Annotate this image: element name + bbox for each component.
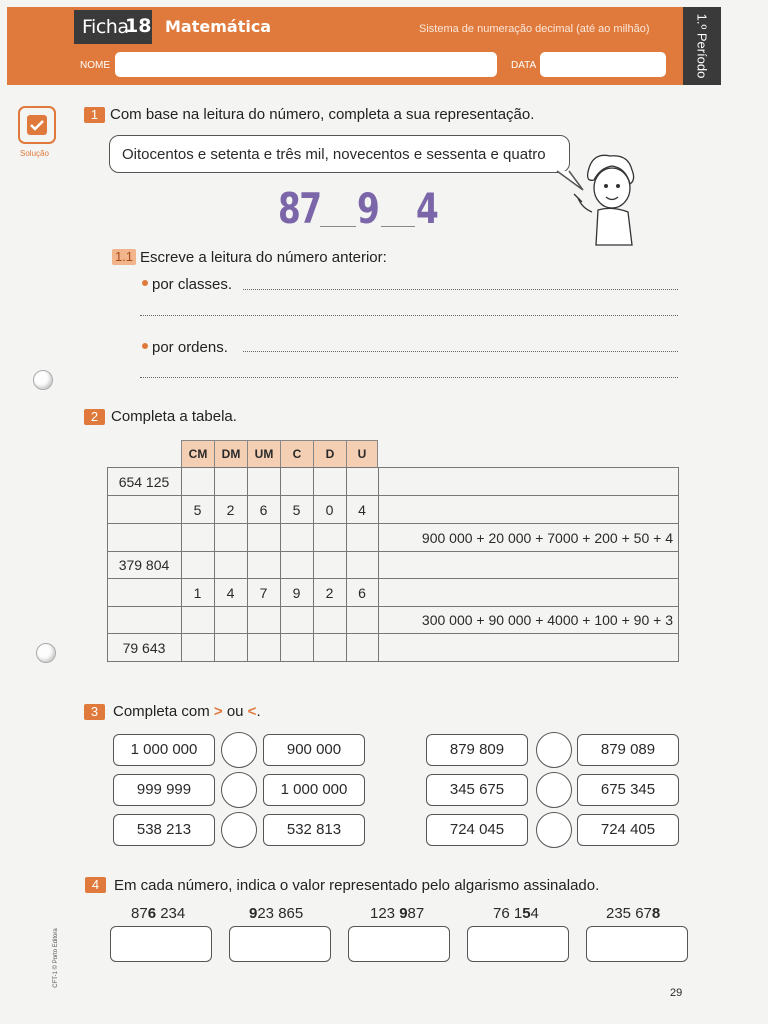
instruction-text: Completa com — [113, 703, 210, 720]
comparison-circle[interactable] — [221, 732, 257, 768]
marked-digit: 6 — [147, 905, 157, 922]
comparison-circle[interactable] — [221, 812, 257, 848]
number-box: 879 089 — [577, 734, 679, 766]
table-cell-digit: 5 — [193, 502, 202, 518]
table-cell-digit: 6 — [259, 502, 268, 518]
number-box: 724 405 — [577, 814, 679, 846]
exercise-number: 4 — [85, 877, 106, 893]
digit-blank[interactable] — [381, 226, 415, 227]
nome-label: NOME — [80, 60, 110, 71]
marked-digit: 9 — [249, 905, 258, 922]
marked-digit: 5 — [522, 905, 531, 922]
sub-item-label: por ordens. — [152, 339, 228, 356]
number-box: 538 213 — [113, 814, 215, 846]
solution-button[interactable] — [18, 106, 56, 144]
column-header: D — [313, 440, 347, 468]
table-cell-digit: 1 — [193, 585, 202, 601]
number-box: 1 000 000 — [263, 774, 365, 806]
number-part: 87 — [278, 184, 321, 233]
less-than-symbol: < — [247, 703, 257, 720]
number-box: 345 675 — [426, 774, 528, 806]
period-label: 1.º Período — [694, 13, 710, 79]
column-header: DM — [214, 440, 248, 468]
number-box: 1 000 000 — [113, 734, 215, 766]
answer-line[interactable] — [140, 377, 678, 378]
table-cell-digit: 5 — [292, 502, 301, 518]
binder-hole — [36, 643, 56, 663]
speech-bubble — [109, 135, 570, 173]
instruction-text: ou — [226, 703, 244, 720]
subject-title: Matemática — [165, 17, 272, 36]
answer-box[interactable] — [586, 926, 688, 962]
speech-text: Oitocentos e setenta e três mil, novecentos e sessenta e quatro — [122, 146, 546, 163]
exercise-number: 1.1 — [112, 249, 136, 265]
check-icon — [27, 115, 47, 135]
table-cell-digit: 9 — [292, 585, 301, 601]
exercise-instruction: Em cada número, indica o valor representado pelo algarismo assinalado. — [114, 877, 600, 894]
exercise-number: 2 — [84, 409, 105, 425]
exercise-instruction: Completa a tabela. — [111, 408, 237, 425]
table-cell-decomposition: 900 000 + 20 000 + 7000 + 200 + 50 + 4 — [421, 530, 673, 546]
data-label: DATA — [511, 60, 537, 71]
table-cell-digit: 2 — [325, 585, 334, 601]
exercise-instruction — [113, 703, 261, 720]
table-cell-number: 79 643 — [122, 640, 166, 656]
greater-than-symbol: > — [213, 703, 223, 720]
table-cell-digit: 2 — [226, 502, 235, 518]
page-number: 29 — [670, 987, 683, 999]
answer-box[interactable] — [348, 926, 450, 962]
answer-box[interactable] — [110, 926, 212, 962]
exercise-instruction: Escreve a leitura do número anterior: — [140, 249, 387, 266]
number-part: 9 — [357, 184, 379, 233]
table-cell-digit: 4 — [226, 585, 235, 601]
bullet-icon — [142, 343, 148, 349]
column-header: U — [346, 440, 378, 468]
table-cell-digit: 7 — [259, 585, 268, 601]
number-box: 999 999 — [113, 774, 215, 806]
binder-hole — [33, 370, 53, 390]
copyright-credit: CFT-1 © Porto Editora — [53, 928, 59, 988]
table-cell-digit: 4 — [358, 502, 366, 518]
number-box: 724 045 — [426, 814, 528, 846]
ficha-tab — [74, 10, 152, 44]
comparison-circle[interactable] — [536, 812, 572, 848]
nome-field[interactable] — [115, 52, 497, 77]
comparison-circle[interactable] — [221, 772, 257, 808]
marked-number: 76 154 — [493, 905, 539, 922]
table-cell-digit: 0 — [325, 502, 334, 518]
number-box: 900 000 — [263, 734, 365, 766]
solution-label: Solução — [20, 149, 49, 158]
bullet-icon — [142, 280, 148, 286]
number-box: 879 809 — [426, 734, 528, 766]
topic-title: Sistema de numeração decimal (até ao milhão) — [419, 23, 650, 35]
number-box: 532 813 — [263, 814, 365, 846]
column-header: CM — [181, 440, 215, 468]
comparison-circle[interactable] — [536, 732, 572, 768]
marked-number: 123 987 — [370, 905, 425, 922]
boy-illustration-icon — [570, 150, 650, 250]
number-part: 4 — [416, 184, 438, 233]
ficha-label: Ficha — [82, 16, 129, 38]
exercise-number: 1 — [84, 107, 105, 123]
number-box: 675 345 — [577, 774, 679, 806]
answer-box[interactable] — [229, 926, 331, 962]
digit-blank[interactable] — [320, 226, 356, 227]
marked-number: 876 234 — [131, 905, 186, 922]
answer-line[interactable] — [140, 315, 678, 316]
table-cell-number: 379 804 — [118, 557, 170, 573]
exercise-instruction: Com base na leitura do número, completa a sua representação. — [110, 106, 535, 123]
table-cell-digit: 6 — [358, 585, 366, 601]
marked-digit: 8 — [651, 905, 661, 922]
table-cell-decomposition: 300 000 + 90 000 + 4000 + 100 + 90 + 3 — [421, 612, 673, 628]
answer-line[interactable] — [243, 351, 678, 352]
marked-digit: 9 — [399, 905, 408, 922]
sub-item-label: por classes. — [152, 276, 233, 293]
marked-number: 235 678 — [606, 905, 661, 922]
period-tab — [683, 7, 721, 85]
place-value-table — [107, 440, 679, 662]
answer-box[interactable] — [467, 926, 569, 962]
comparison-circle[interactable] — [536, 772, 572, 808]
answer-line[interactable] — [243, 289, 678, 290]
column-header: UM — [247, 440, 281, 468]
marked-number: 923 865 — [249, 905, 304, 922]
column-header: C — [280, 440, 314, 468]
instruction-text: . — [256, 703, 261, 720]
table-cell-number: 654 125 — [118, 474, 170, 490]
ficha-number: 18 — [125, 15, 152, 37]
exercise-number: 3 — [84, 704, 105, 720]
data-field[interactable] — [540, 52, 666, 77]
